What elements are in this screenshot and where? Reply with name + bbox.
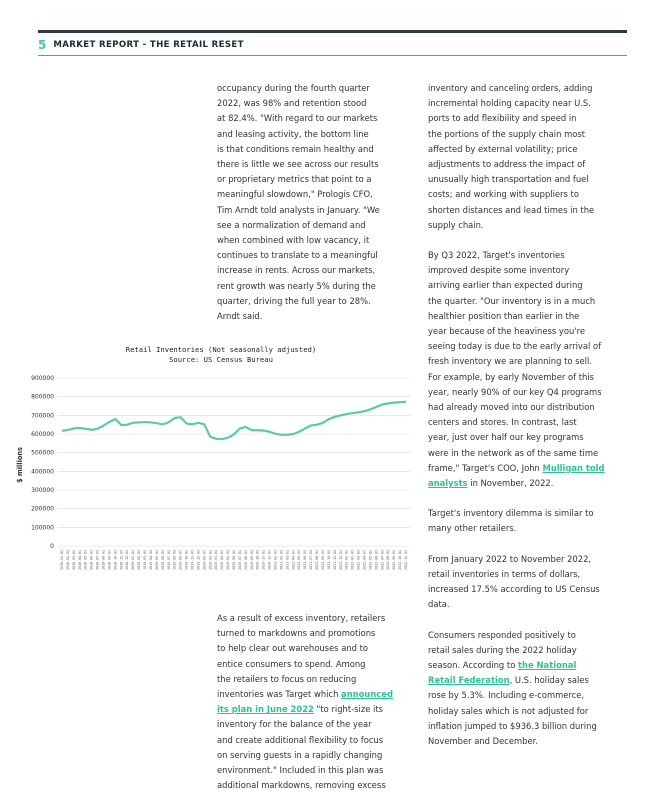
text-segment: in November, 2022.: [467, 478, 554, 489]
x-tick-label: 2022-03-01: [356, 550, 361, 570]
x-tick-label: 2022-04-01: [362, 550, 367, 570]
x-tick-label: 2021-12-01: [338, 550, 343, 570]
paragraph-target-q3: [428, 248, 632, 491]
paragraph-prologis-quote: occupancy during the fourth quarter 2022, was 98% and retention stood at 82.4%. "With regard to our markets and leasing activity, the bottom line is that conditions remain healthy and there is little we see across our results or proprietary metrics that point to a meaningful slowdown," Prologis CFO, Tim Arndt told analysts in January. "We see a normalization of demand and when combined with low vacancy, it continues to translate to a meaningful increase in rents. Across our markets, rent growth was nearly 5% during the quarter, driving the full year to 28%. Arndt said.: [217, 83, 380, 322]
x-tick-label: 2019-10-01: [184, 550, 189, 570]
x-tick-label: 2018-01-01: [60, 550, 64, 570]
x-tick-label: 2019-05-01: [154, 550, 159, 570]
y-tick-label: 600000: [31, 431, 54, 438]
column-left-top: [217, 81, 417, 324]
x-tick-label: 2020-01-01: [202, 550, 207, 570]
x-tick-label: 2021-08-01: [315, 550, 320, 570]
x-tick-label: 2022-08-01: [386, 550, 391, 570]
y-tick-label: 300000: [31, 487, 54, 494]
chart-grid: [58, 378, 410, 546]
y-tick-label: 0: [50, 543, 54, 550]
x-tick-label: 2021-03-01: [285, 550, 290, 570]
x-tick-label: 2020-06-01: [232, 550, 236, 570]
x-tick-label: 2020-12-01: [267, 550, 272, 570]
mulligan-told-analysts-link[interactable]: Mulligan told analysts: [428, 462, 605, 489]
x-tick-label: 2021-05-01: [297, 550, 302, 570]
chart-y-ticks: [31, 375, 54, 550]
y-tick-label: 400000: [31, 468, 54, 476]
x-tick-label: 2018-09-01: [107, 550, 112, 570]
chart-title: Retail Inventories (Not seasonally adjusted): [125, 345, 317, 354]
x-tick-label: 2020-03-01: [214, 550, 219, 570]
x-tick-label: 2022-01-01: [344, 550, 349, 570]
x-tick-label: 2019-03-01: [143, 550, 148, 570]
x-tick-label: 2019-01-01: [131, 550, 136, 570]
x-tick-label: 2018-06-01: [89, 550, 94, 570]
paragraph-inventory-dilemma: Target's inventory dilemma is similar to many other retailers.: [428, 508, 594, 534]
x-tick-label: 2019-09-01: [178, 550, 183, 570]
y-tick-label: 200000: [31, 505, 54, 513]
report-title: MARKET REPORT - THE RETAIL RESET: [53, 40, 244, 50]
x-tick-label: 2021-06-01: [303, 550, 308, 570]
paragraph-target-markdowns: [217, 611, 417, 793]
x-tick-label: 2021-10-01: [326, 550, 331, 570]
chart-y-axis-label: $ millions: [16, 447, 24, 483]
text-segment: "to right-size its inventory for the balance of the year and create additional flexibility to focus on serving guests in a rapidly changing environment." Included in this plan was additional markdowns, removing excess: [217, 704, 386, 791]
x-tick-label: 2021-04-01: [291, 550, 296, 570]
header-top-bar: [38, 30, 627, 33]
paragraph-inventory-actions: inventory and canceling orders, adding incremental holding capacity near U.S. ports to add flexibility and speed in the portions of the supply chain most affected by external volatility; price adjustments to address the impact of unusually high transportation and fuel costs; and working with suppliers to shorten distances and lead times in the supply chain.: [428, 83, 595, 230]
chart-subtitle: Source: US Census Bureau: [169, 355, 273, 364]
x-tick-label: 2021-09-01: [320, 550, 325, 570]
x-tick-label: 2018-08-01: [101, 550, 106, 570]
y-tick-label: 800000: [31, 393, 54, 401]
x-tick-label: 2020-08-01: [243, 550, 248, 570]
header-rule: [38, 55, 627, 56]
chart-x-ticks: [60, 550, 408, 570]
page-number: 5: [38, 38, 47, 52]
y-tick-label: 700000: [31, 412, 54, 420]
column-right: [428, 81, 632, 749]
x-tick-label: 2018-04-01: [77, 550, 82, 570]
x-tick-label: 2021-11-01: [332, 550, 337, 570]
page-header: [38, 37, 244, 53]
national-retail-federation-link[interactable]: the National Retail Federation: [428, 659, 577, 686]
x-tick-label: 2020-04-01: [220, 550, 225, 570]
x-tick-label: 2020-02-01: [208, 550, 213, 570]
x-tick-label: 2018-10-01: [113, 550, 118, 570]
x-tick-label: 2021-07-01: [309, 550, 314, 570]
x-tick-label: 2020-11-01: [261, 550, 266, 570]
paragraph-holiday-sales: [428, 628, 632, 750]
x-tick-label: 2021-02-01: [279, 550, 284, 570]
x-tick-label: 2020-09-01: [249, 550, 254, 570]
x-tick-label: 2020-07-01: [237, 550, 242, 570]
x-tick-label: 2019-07-01: [166, 550, 171, 570]
x-tick-label: 2022-02-01: [350, 550, 355, 570]
x-tick-label: 2018-03-01: [71, 550, 76, 570]
x-tick-label: 2019-02-01: [137, 550, 142, 570]
y-tick-label: 900000: [31, 375, 54, 382]
x-tick-label: 2018-02-01: [65, 550, 70, 570]
x-tick-label: 2018-11-01: [119, 550, 124, 570]
x-tick-label: 2019-08-01: [172, 550, 177, 570]
x-tick-label: 2019-06-01: [160, 550, 165, 570]
announced-plan-link[interactable]: announced its plan in June 2022: [217, 689, 393, 715]
x-tick-label: 2018-12-01: [125, 550, 130, 570]
retail-inventories-chart: [0, 340, 420, 590]
x-tick-label: 2020-10-01: [255, 550, 260, 570]
chart-svg: [0, 340, 420, 590]
x-tick-label: 2020-05-01: [226, 550, 231, 570]
paragraph-census-data: From January 2022 to November 2022, retail inventories in terms of dollars, increased 17.5% according to US Census data.: [428, 553, 600, 610]
chart-series: [62, 402, 406, 439]
text-segment: As a result of excess inventory, retailers turned to markdowns and promotions to help clear out warehouses and to entice consumers to spend. Among the retailers to focus on reducing inventories was Target which: [217, 613, 386, 700]
x-tick-label: 2022-10-01: [398, 550, 403, 570]
series-line: [62, 402, 406, 439]
x-tick-label: 2022-05-01: [368, 550, 373, 570]
x-tick-label: 2021-01-01: [273, 550, 278, 570]
x-tick-label: 2022-07-01: [380, 550, 385, 570]
column-left-bottom: [217, 611, 417, 793]
x-tick-label: 2018-05-01: [83, 550, 88, 570]
x-tick-label: 2019-12-01: [196, 550, 201, 570]
y-tick-label: 500000: [31, 449, 54, 457]
y-tick-label: 100000: [31, 524, 54, 532]
x-tick-label: 2022-09-01: [392, 550, 397, 570]
x-tick-label: 2019-11-01: [190, 550, 195, 570]
x-tick-label: 2019-04-01: [148, 550, 153, 570]
text-segment: Consumers responded positively to retail sales during the 2022 holiday season. According to: [428, 629, 577, 670]
x-tick-label: 2022-06-01: [374, 550, 379, 570]
x-tick-label: 2022-11-01: [404, 550, 408, 570]
text-segment: By Q3 2022, Target's inventories improved despite some inventory arriving earlier than expected during the quarter. "Our inventory is in a much healthier position than earlier in the year because of the heaviness you're seeing today is due to the early arrival of fresh inventory we are planning to sell. For example, by early November of this year, nearly 90% of our key Q4 programs had already moved into our distribution centers and stores. In contrast, last year, just over half our key programs were in the network as of the same time frame," Target's COO, John: [428, 250, 602, 473]
x-tick-label: 2018-07-01: [95, 550, 100, 570]
text-segment: , U.S. holiday sales rose by 5.3%. Including e-commerce, holiday sales which is not adjusted for inflation jumped to $936.3 billion during November and December.: [428, 675, 597, 746]
